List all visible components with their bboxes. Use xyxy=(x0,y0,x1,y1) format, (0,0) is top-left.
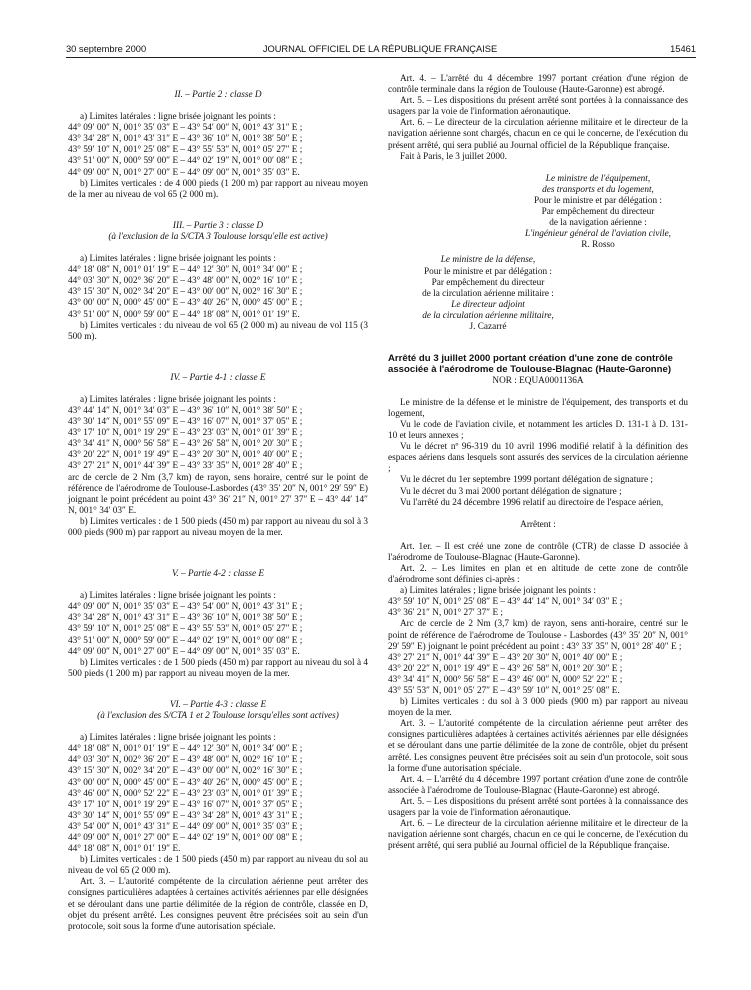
coordinate-line: 43° 00′ 00″ N, 000° 45′ 00″ E – 43° 40′ 26″ N, 000° 45′ 00″ E ; xyxy=(68,298,303,309)
intro: Le ministre de la défense et le ministre de l'équipement, des transports et du logement, xyxy=(388,397,688,419)
coordinate-line: 44° 09′ 00″ N, 001° 27′ 00″ E – 44° 09′ 00″ N, 001° 35′ 03″ E. xyxy=(68,646,300,657)
coordinate-line: 44° 03′ 30″ N, 002° 36′ 20″ E – 43° 48′ 00″ N, 002° 16′ 10″ E ; xyxy=(68,755,303,766)
arc-description: arc de cercle de 2 Nm (3,7 km) de rayon, sens horaire, centré sur le point de référence de l'aérodrome de Toulouse-Lasbordes (43° 35′ 20″ N, 001° 29′ 59″ E) joignant le point précédent au point 43° 36′ 21″ N, 001° 27′ 37″ E – 43° 44′ 14″ N, 001° 34′ 03″ E. xyxy=(68,472,368,516)
vertical-limits: b) Limites verticales : du sol à 3 000 pieds (900 m) par rapport au niveau moyen de la mer. xyxy=(388,697,688,719)
point-list xyxy=(68,265,368,320)
signature-line: Le directeur adjoint xyxy=(451,299,525,310)
visa: Vu le décret nº 96-319 du 10 avril 1996 modifié relatif à la définition des espaces aériens dans lesquels sont assurés des services de la circulation aérienne ; xyxy=(388,442,688,475)
coordinate-line: 43° 34′ 28″ N, 001° 43′ 31″ E – 43° 36′ 10″ N, 001° 38′ 50″ E ; xyxy=(68,134,303,145)
coordinate-line: 43° 59′ 10″ N, 001° 25′ 08″ E – 43° 55′ 53″ N, 001° 05′ 27″ E ; xyxy=(68,145,303,156)
section-title: V. – Partie 4-2 : classe E xyxy=(171,569,265,580)
coordinate-line: 43° 17′ 10″ N, 001° 19′ 29″ E – 43° 16′ 07″ N, 001° 37′ 05″ E ; xyxy=(68,799,303,810)
coordinate-line: 43° 55′ 53″ N, 001° 05′ 27″ E – 43° 59′ 10″ N, 001° 25′ 08″ E. xyxy=(388,686,620,696)
vertical-limits: b) Limites verticales : de 1 500 pieds (450 m) par rapport au niveau du sol au niveau de vol 65 (2 000 m). xyxy=(68,855,368,877)
coordinate-line: 43° 00′ 00″ N, 000° 45′ 00″ E – 43° 40′ 26″ N, 000° 45′ 00″ E ; xyxy=(68,777,303,788)
article-6: Art. 6. – Le directeur de la circulation aérienne militaire et le directeur de la navigation aérienne sont chargés, chacun en ce qui le concerne, de l'exécution du présent arrêté, qui sera publié au Journal officiel de la République française. xyxy=(388,118,688,151)
coordinate-line: 43° 27′ 21″ N, 001° 44′ 39″ E – 43° 33′ 35″ N, 001° 28′ 40″ E ; xyxy=(68,461,303,472)
coordinate-line: 43° 15′ 30″ N, 002° 34′ 20″ E – 43° 00′ 00″ N, 002° 16′ 30″ E ; xyxy=(68,766,303,777)
lateral-limits: a) Limites latérales : ligne brisée joignant les points : xyxy=(80,394,276,405)
signature-line: L'ingénieur général de l'aviation civile, xyxy=(524,229,671,240)
arretent: Arrêtent : xyxy=(520,519,556,530)
coordinate-line: 44° 18′ 08″ N, 001° 01′ 19″ E – 44° 12′ 30″ N, 001° 34′ 00″ E ; xyxy=(68,265,303,276)
coordinate-line: 43° 36′ 21″ N, 001° 27′ 37″ E ; xyxy=(388,608,503,619)
vertical-limits: b) Limites verticales : de 1 500 pieds (450 m) par rapport au niveau du sol à 4 500 pieds (1 200 m) par rapport au niveau moyen de la mer. xyxy=(68,657,368,679)
coordinate-line: 43° 30′ 14″ N, 001° 55′ 09″ E – 43° 16′ 07″ N, 001° 37′ 05″ E ; xyxy=(68,417,303,428)
coordinate-line: 43° 59′ 10″ N, 001° 25′ 08″ E – 43° 44′ 14″ N, 001° 34′ 03″ E ; xyxy=(388,597,623,608)
lateral-limits: a) Limites latérales : ligne brisée joignant les points : xyxy=(80,112,276,123)
signature-line: Par empêchement du directeur xyxy=(541,207,655,218)
coordinate-line: 43° 15′ 30″ N, 002° 34′ 20″ E – 43° 00′ 00″ N, 002° 16′ 30″ E ; xyxy=(68,287,303,298)
coordinate-line: 43° 34′ 41″ N, 000° 56′ 58″ E – 43° 26′ 58″ N, 001° 20′ 30″ E ; xyxy=(68,439,303,450)
signature-line: Pour le ministre et par délégation : xyxy=(534,195,662,206)
signature-line: Le ministre de la défense, xyxy=(440,255,536,266)
signature-line: des transports et du logement, xyxy=(542,184,654,195)
coordinate-line: 43° 51′ 00″ N, 000° 59′ 00″ E – 44° 02′ 19″ N, 001° 00′ 08″ E ; xyxy=(68,156,303,167)
coordinate-line: 44° 18′ 08″ N, 001° 01′ 19″ E – 44° 12′ 30″ N, 001° 34′ 00″ E ; xyxy=(68,744,303,755)
left-column xyxy=(68,74,368,933)
coordinate-line: 43° 34′ 41″ N, 000° 56′ 58″ E – 43° 46′ 00″ N, 000° 52′ 22″ E ; xyxy=(388,674,623,685)
point-list xyxy=(68,744,368,855)
coordinate-line: 44° 09′ 00″ N, 001° 35′ 03″ E – 43° 54′ 00″ N, 001° 43′ 31″ E ; xyxy=(68,123,303,134)
page-number: 15461 xyxy=(670,44,696,54)
article-4: Art. 4. – L'arrêté du 4 décembre 1997 portant création d'une zone de contrôle associée à l'aérodrome de Toulouse-Blagnac (Haute-Garonne) est abrogé. xyxy=(388,774,688,796)
visa: Vu le décret du 1er septembre 1999 portant délégation de signature ; xyxy=(400,475,653,486)
coordinate-line: 43° 34′ 28″ N, 001° 43′ 31″ E – 43° 36′ 10″ N, 001° 38′ 50″ E ; xyxy=(68,613,303,624)
coordinate-line: 43° 30′ 14″ N, 001° 55′ 09″ E – 43° 34′ 28″ N, 001° 43′ 31″ E ; xyxy=(68,810,303,821)
coordinate-line: 43° 27′ 21″ N, 001° 44′ 39″ E – 43° 20′ 30″ N, 001° 40′ 00″ E ; xyxy=(388,652,623,663)
point-list xyxy=(68,406,368,473)
lateral-limits: a) Limites latérales : ligne brisée joignant les points : xyxy=(80,591,276,602)
article-4: Art. 4. – L'arrêté du 4 décembre 1997 portant création d'une région de contrôle terminale dans la région de Toulouse (Haute-Garonne) est abrogé. xyxy=(388,74,688,96)
signatory-name: J. Cazarré xyxy=(469,321,507,332)
coordinate-line: 44° 18′ 08″ N, 001° 01′ 19″ E. xyxy=(68,844,181,855)
lateral-limits: a) Limites latérales : ligne brisée joignant les points : xyxy=(80,733,276,744)
coordinate-line: 44° 09′ 00″ N, 001° 27′ 00″ E – 44° 09′ 00″ N, 001° 35′ 03″ E. xyxy=(68,167,300,178)
signing-place-date: Fait à Paris, le 3 juillet 2000. xyxy=(400,151,507,162)
point-list xyxy=(68,602,368,657)
article-3: Art. 3. – L'autorité compétente de la circulation aérienne peut arrêter des consignes particulières adaptées à certaines activités aériennes par elle désignées et se déroulant dans une partie délimitée de la zone de contrôle, objet du présent arrêté. Les consignes peuvent être précisées soit au sein d'un protocole, soit sous la forme d'une autorisation spéciale. xyxy=(388,719,688,774)
header-rule xyxy=(66,57,696,58)
signature-line: de la circulation aérienne militaire, xyxy=(422,310,554,321)
signature-block-equipement xyxy=(388,174,688,252)
lateral-limits: a) Limites latérales : ligne brisée joignant les points : xyxy=(80,254,276,265)
coordinate-line: 43° 46′ 00″ N, 000° 52′ 22″ E – 43° 23′ 03″ N, 001° 01′ 39″ E ; xyxy=(68,788,303,799)
section-title: VI. – Partie 4-3 : classe E xyxy=(169,699,267,710)
signatory-name: R. Rosso xyxy=(581,240,615,251)
section-title: III. – Partie 3 : classe D xyxy=(172,220,264,231)
article-3: Art. 3. – L'autorité compétente de la circulation aérienne peut arrêter des consignes particulières adaptées à certaines activités aériennes par elle désignées et se déroulant dans une partie délimitée de la région de contrôle, classée en D, objet du présent arrêté. Les consignes peuvent être précisées soit au sein d'un protocole, soit sous la forme d'une autorisation spéciale. xyxy=(68,877,368,932)
arc-description: Arc de cercle de 2 Nm (3,7 km) de rayon, sens anti-horaire, centré sur le point de référence de l'aérodrome de Toulouse - Lasbordes (43° 35′ 20″ N, 001° 29′ 59″ E) joignant le point précédent au point : 43° 33′ 35″ N, 001° 28′ 40″ E ; xyxy=(388,619,688,652)
journal-title: JOURNAL OFFICIEL DE LA RÉPUBLIQUE FRANÇAISE xyxy=(262,44,498,54)
signature-line: Par empêchement du directeur xyxy=(431,277,545,288)
signature-line: de la navigation aérienne : xyxy=(549,218,647,229)
visa: Vu le code de l'aviation civile, et notamment les articles D. 131-1 à D. 131-10 et leurs annexes ; xyxy=(388,419,688,442)
point-list xyxy=(68,123,368,178)
coordinate-line: 44° 09′ 00″ N, 001° 35′ 03″ E – 43° 54′ 00″ N, 001° 43′ 31″ E ; xyxy=(68,602,303,613)
lateral-limits: a) Limites latérales ; ligne brisée joignant les points : xyxy=(400,586,596,597)
visa: Vu le décret du 3 mai 2000 portant délégation de signature ; xyxy=(400,486,622,497)
vertical-limits: b) Limites verticales : du niveau de vol 65 (2 000 m) au niveau de vol 115 (3 500 m). xyxy=(68,320,368,342)
nor-reference: NOR : EQUA0001136A xyxy=(492,375,584,386)
coordinate-line: 43° 20′ 22″ N, 001° 19′ 49″ E – 43° 20′ 30″ N, 001° 40′ 00″ E ; xyxy=(68,450,303,461)
article-2: Art. 2. – Les limites en plan et en altitude de cette zone de contrôle d'aérodrome sont définies ci-après : xyxy=(388,563,688,586)
coordinate-line: 43° 51′ 00″ N, 000° 59′ 00″ E – 44° 02′ 19″ N, 001° 00′ 08″ E ; xyxy=(68,635,303,646)
coordinate-line: 43° 17′ 10″ N, 001° 19′ 29″ E – 43° 23′ 03″ N, 001° 01′ 39″ E ; xyxy=(68,428,303,439)
section-subtitle: (à l'exclusion des S/CTA 1 et 2 Toulouse lorsqu'elles sont actives) xyxy=(97,711,339,722)
page-date: 30 septembre 2000 xyxy=(66,44,147,54)
signature-line: Le ministre de l'équipement, xyxy=(545,173,651,184)
point-list xyxy=(388,653,688,697)
signature-line: de la circulation aérienne militaire : xyxy=(422,288,554,299)
decree-title: Arrêté du 3 juillet 2000 portant création d'une zone de contrôle associée à l'aérodrome de Toulouse-Blagnac (Haute-Garonne) xyxy=(388,353,673,376)
article-5: Art. 5. – Les dispositions du présent arrêté sont portées à la connaissance des usagers par la voie de l'information aéronautique. xyxy=(388,96,688,118)
coordinate-line: 43° 44′ 14″ N, 001° 34′ 03″ E – 43° 36′ 10″ N, 001° 38′ 50″ E ; xyxy=(68,405,303,416)
signature-block-defense xyxy=(388,255,588,333)
vertical-limits: b) Limites verticales : de 4 000 pieds (1 200 m) par rapport au niveau moyen de la mer au niveau de vol 65 (2 000 m). xyxy=(68,178,368,200)
article-6: Art. 6. – Le directeur de la circulation aérienne militaire et le directeur de la navigation aérienne sont chargés, chacun en ce qui le concerne, de l'exécution du présent arrêté, qui sera publié au Journal officiel de la République française. xyxy=(388,819,688,852)
coordinate-line: 43° 54′ 00″ N, 001° 43′ 31″ E – 44° 09′ 00″ N, 001° 35′ 03″ E ; xyxy=(68,821,303,832)
section-title: II. – Partie 2 : classe D xyxy=(174,90,262,100)
signature-line: Pour le ministre et par délégation : xyxy=(424,266,552,277)
vertical-limits: b) Limites verticales : de 1 500 pieds (450 m) par rapport au niveau du sol à 3 000 pieds (900 m) par rapport au niveau moyen de la mer. xyxy=(68,516,368,538)
section-subtitle: (à l'exclusion de la S/CTA 3 Toulouse lorsqu'elle est active) xyxy=(108,231,328,242)
section-title: IV. – Partie 4-1 : classe E xyxy=(170,372,266,383)
coordinate-line: 43° 51′ 00″ N, 000° 59′ 00″ E – 44° 18′ 08″ N, 001° 01′ 19″ E. xyxy=(68,309,300,320)
point-list xyxy=(388,597,688,619)
article-1: Art. 1er. – Il est créé une zone de contrôle (CTR) de classe D associée à l'aérodrome de Toulouse-Blagnac (Haute-Garonne). xyxy=(388,541,688,563)
article-5: Art. 5. – Les dispositions du présent arrêté sont portées à la connaissance des usagers par la voie de l'information aéronautique. xyxy=(388,796,688,819)
right-column xyxy=(388,74,688,852)
coordinate-line: 44° 03′ 30″ N, 002° 36′ 20″ E – 43° 48′ 00″ N, 002° 16′ 10″ E ; xyxy=(68,276,303,287)
visa: Vu l'arrêté du 24 décembre 1996 relatif au directoire de l'espace aérien, xyxy=(400,497,664,508)
coordinate-line: 43° 20′ 22″ N, 001° 19′ 49″ E – 43° 26′ 58″ N, 001° 20′ 30″ E ; xyxy=(388,663,623,674)
coordinate-line: 43° 59′ 10″ N, 001° 25′ 08″ E – 43° 55′ 53″ N, 001° 05′ 27″ E ; xyxy=(68,624,303,635)
coordinate-line: 44° 09′ 00″ N, 001° 27′ 00″ E – 44° 02′ 19″ N, 001° 00′ 08″ E ; xyxy=(68,832,303,843)
